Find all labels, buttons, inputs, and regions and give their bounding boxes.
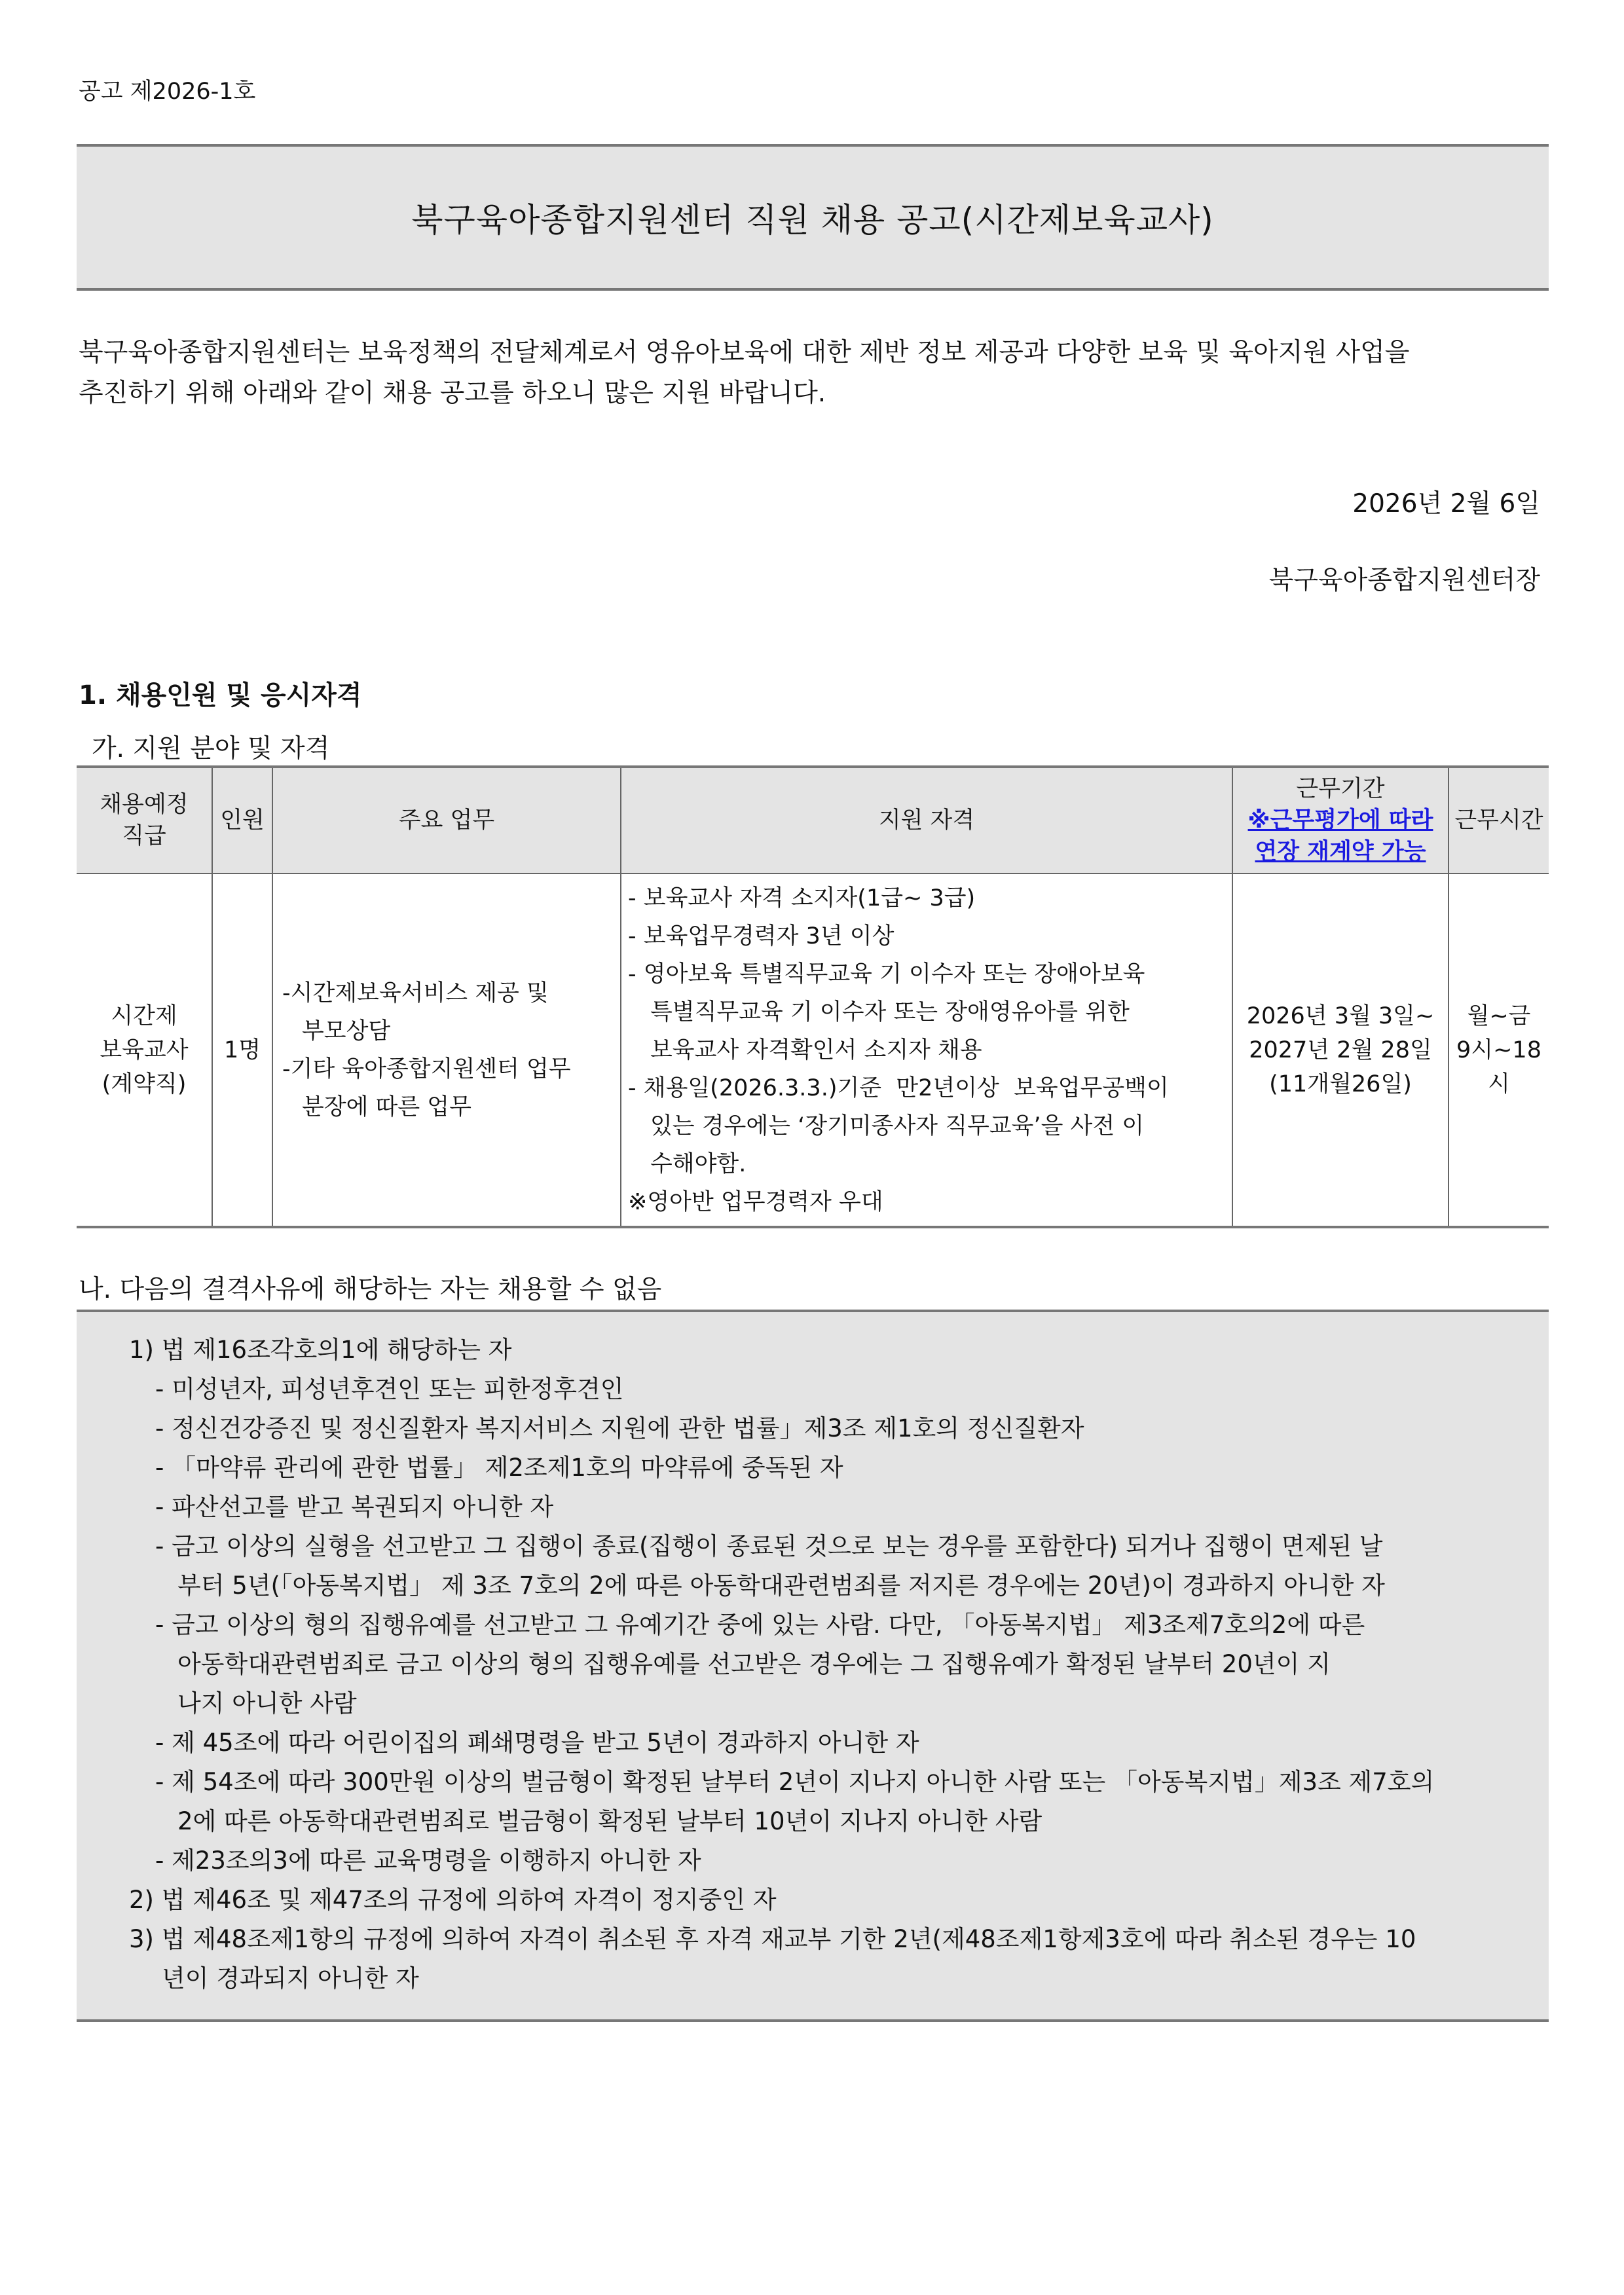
- disqualification-subitem: - 제 54조에 따라 300만원 이상의 벌금형이 확정된 날부터 2년이 지나지 아니한 사람 또는 「아동복지법」제3조 제7호의: [155, 1768, 1435, 1796]
- duty-line: -기타 육아종합지원센터 업무: [282, 1056, 571, 1082]
- intro-paragraph: [79, 333, 1549, 414]
- subsection-heading-a: 가. 지원 분야 및 자격: [92, 734, 330, 763]
- position-line: 시간제: [111, 1002, 177, 1029]
- header-position-line: 채용예정: [100, 792, 189, 818]
- disqualification-subitem: - 정신건강증진 및 정신질환자 복지서비스 지원에 관한 법률」제3조 제1호의 정신질환자: [155, 1414, 1084, 1442]
- cell-hours: [1449, 873, 1549, 1227]
- qualification-line: 특별직무교육 기 이수자 또는 장애영유아를 위한: [650, 999, 1130, 1025]
- notice-number: 공고 제2026-1호: [79, 79, 256, 105]
- period-line: (11개월26일): [1269, 1071, 1412, 1097]
- intro-line: 추진하기 위해 아래와 같이 채용 공고를 하오니 많은 지원 바랍니다.: [79, 378, 826, 408]
- qualification-note: ※영아반 업무경력자 우대: [628, 1188, 883, 1215]
- header-position-line: 직급: [122, 823, 166, 849]
- notice-date: 2026년 2월 6일: [1352, 489, 1540, 519]
- qualification-line: - 보육업무경력자 3년 이상: [628, 923, 895, 949]
- disqualification-subitem: - 제 45조에 따라 어린이집의 폐쇄명령을 받고 5년이 경과하지 아니한 자: [155, 1729, 919, 1757]
- table-row: [77, 873, 1549, 1227]
- subsection-heading-b: 나. 다음의 결격사유에 해당하는 자는 채용할 수 없음: [79, 1275, 662, 1304]
- cell-duties: [272, 873, 621, 1227]
- period-line: 2026년 3월 3일~: [1246, 1002, 1435, 1029]
- disqualification-subitem: - 금고 이상의 형의 집행유예를 선고받고 그 유예기간 중에 있는 사람. 다만, 「아동복지법」 제3조제7호의2에 따른: [155, 1611, 1365, 1639]
- page-title: 북구육아종합지원센터 직원 채용 공고(시간제보육교사): [411, 201, 1214, 239]
- header-period-title: 근무기간: [1296, 776, 1385, 802]
- table-header-row: [77, 767, 1549, 873]
- disqualification-box: [77, 1310, 1549, 2022]
- qualification-line: 수해야함.: [650, 1150, 747, 1177]
- duty-line: -시간제보육서비스 제공 및: [282, 980, 549, 1006]
- disqualification-subitem: - 제23조의3에 따른 교육명령을 이행하지 아니한 자: [155, 1846, 701, 1875]
- disqualification-subitem: - 「마약류 관리에 관한 법률」 제2조제1호의 마약류에 중독된 자: [155, 1454, 843, 1482]
- disqualification-continuation: 2에 따른 아동학대관련범죄로 벌금형이 확정된 날부터 10년이 지나지 아니한 사람: [177, 1807, 1043, 1835]
- qualification-line: 보육교사 자격확인서 소지자 채용: [650, 1037, 982, 1063]
- header-headcount: 인원: [212, 767, 272, 873]
- disqualification-continuation: 아동학대관련범죄로 금고 이상의 형의 집행유예를 선고받은 경우에는 그 집행유예가 확정된 날부터 20년이 지: [177, 1650, 1331, 1678]
- title-banner: [77, 144, 1549, 291]
- duty-line: 분장에 따른 업무: [302, 1093, 471, 1120]
- qualification-line: 있는 경우에는 ‘장기미종사자 직무교육’을 사전 이: [650, 1112, 1145, 1139]
- header-hours: 근무시간: [1449, 767, 1549, 873]
- cell-qualifications: [621, 873, 1232, 1227]
- section-heading: 1. 채용인원 및 응시자격: [79, 680, 362, 710]
- disqualification-subitem: - 미성년자, 피성년후견인 또는 피한정후견인: [155, 1375, 624, 1403]
- period-line: 2027년 2월 28일: [1249, 1037, 1432, 1063]
- cell-position: [77, 873, 212, 1227]
- intro-line: 북구육아종합지원센터는 보육정책의 전달체계로서 영유아보육에 대한 제반 정보 제공과 다양한 보육 및 육아지원 사업을: [79, 338, 1410, 367]
- position-line: 보육교사: [100, 1037, 189, 1063]
- header-period-note: ※근무평가에 따라: [1247, 807, 1433, 834]
- cell-headcount: 1명: [212, 873, 272, 1227]
- hours-line: 월~금: [1467, 1002, 1531, 1029]
- header-position: [77, 767, 212, 873]
- header-duties: 주요 업무: [272, 767, 621, 873]
- disqualification-continuation: 나지 아니한 사람: [177, 1689, 357, 1717]
- header-qualifications: 지원 자격: [621, 767, 1232, 873]
- disqualification-item: 2) 법 제46조 및 제47조의 규정에 의하여 자격이 정지중인 자: [129, 1886, 777, 1914]
- qualification-line: - 보육교사 자격 소지자(1급~ 3급): [628, 885, 976, 911]
- qualification-line: - 영아보육 특별직무교육 기 이수자 또는 장애아보육: [628, 961, 1145, 987]
- qualification-line: - 채용일(2026.3.3.)기준 만2년이상 보육업무공백이: [628, 1074, 1169, 1101]
- disqualification-subitem: - 파산선고를 받고 복권되지 아니한 자: [155, 1493, 554, 1521]
- disqualification-subitem: - 금고 이상의 실형을 선고받고 그 집행이 종료(집행이 종료된 것으로 보는 경우를 포함한다) 되거나 집행이 면제된 날: [155, 1532, 1383, 1560]
- disqualification-item: 3) 법 제48조제1항의 규정에 의하여 자격이 취소된 후 자격 재교부 기한 2년(제48조제1항제3호에 따라 취소된 경우는 10: [129, 1925, 1416, 1953]
- cell-period: [1232, 873, 1449, 1227]
- header-period: [1232, 767, 1449, 873]
- issuer: 북구육아종합지원센터장: [1268, 566, 1540, 595]
- recruitment-table: [77, 765, 1549, 1228]
- disqualification-item: 1) 법 제16조각호의1에 해당하는 자: [129, 1336, 512, 1364]
- disqualification-continuation: 년이 경과되지 아니한 자: [162, 1964, 419, 1992]
- disqualification-continuation: 부터 5년(「아동복지법」 제 3조 7호의 2에 따른 아동학대관련범죄를 저지른 경우에는 20년)이 경과하지 아니한 자: [177, 1571, 1385, 1600]
- hours-line: 9시~18시: [1456, 1037, 1541, 1097]
- duty-line: 부모상담: [302, 1018, 391, 1044]
- header-period-note: 연장 재계약 가능: [1255, 839, 1426, 865]
- position-line: (계약직): [101, 1071, 187, 1097]
